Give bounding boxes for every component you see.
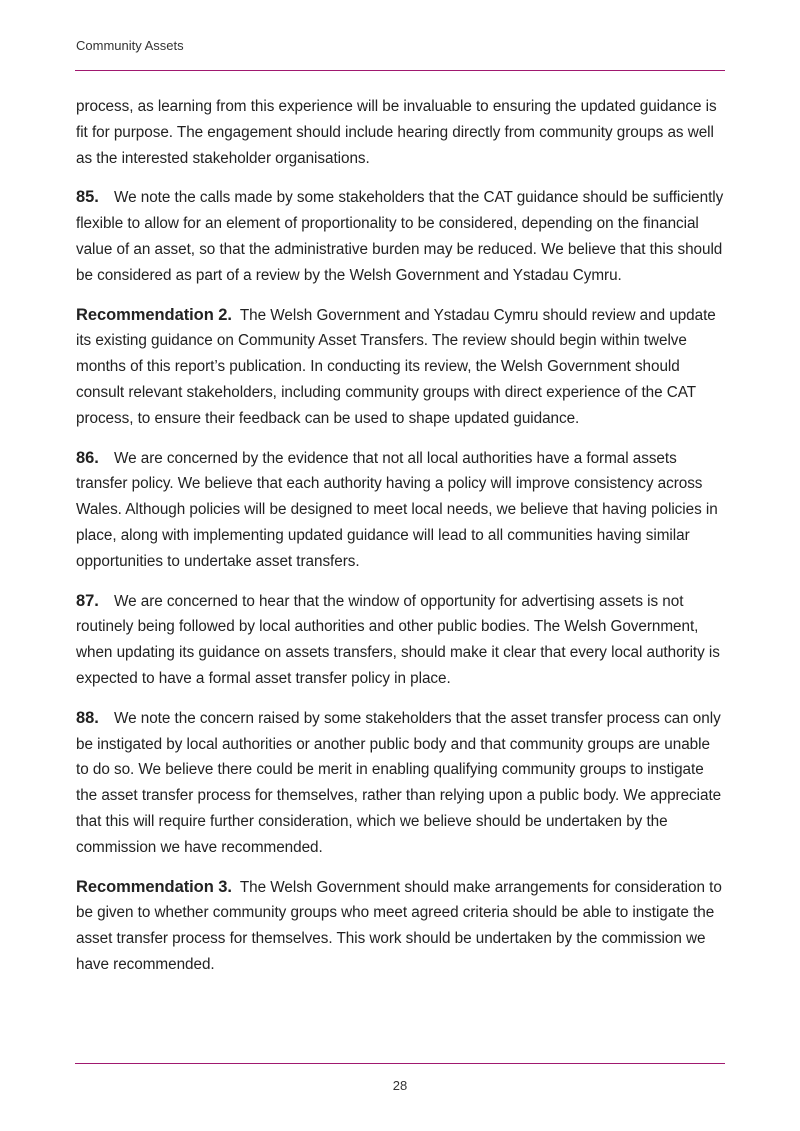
paragraph-number: 88. bbox=[76, 708, 99, 727]
document-body bbox=[76, 94, 726, 992]
footer-divider bbox=[75, 1063, 725, 1064]
paragraph-number: 87. bbox=[76, 591, 99, 610]
recommendation-3 bbox=[76, 875, 726, 978]
paragraph-87 bbox=[76, 589, 726, 692]
paragraph-number: 85. bbox=[76, 188, 99, 207]
recommendation-text: The Welsh Government and Ystadau Cymru should review and update its existing guidance on Community Asset Transfers. The review should begin within twelve months of this report’s publication. In conducting its review, the Welsh Government should consult relevant stakeholders, including community groups with direct experience of the CAT process, to ensure their feedback can be used to shape updated guidance. bbox=[76, 306, 716, 427]
paragraph-text: We are concerned by the evidence that not all local authorities have a formal assets transfer policy. We believe that each authority having a policy will improve consistency across Wales. Although policies will be designed to meet local needs, we believe that having policies in place, along with implementing updated guidance will lead to all communities having similar opportunities to undertake asset transfers. bbox=[76, 449, 718, 570]
recommendation-label: Recommendation 3. bbox=[76, 877, 232, 896]
recommendation-2 bbox=[76, 303, 726, 432]
running-header: Community Assets bbox=[76, 38, 184, 53]
recommendation-text: The Welsh Government should make arrangements for consideration to be given to whether community groups who meet agreed criteria should be able to instigate the asset transfer process for themselves. This work should be undertaken by the commission we have recommended. bbox=[76, 878, 722, 973]
paragraph-86 bbox=[76, 446, 726, 575]
paragraph-number: 86. bbox=[76, 448, 99, 467]
page-number: 28 bbox=[392, 1078, 408, 1093]
paragraph-text: We note the calls made by some stakeholders that the CAT guidance should be sufficiently flexible to allow for an element of proportionality to be considered, depending on the financial value of an asset, so that the administrative burden may be reduced. We believe that this should be considered as part of a review by the Welsh Government and Ystadau Cymru. bbox=[76, 189, 724, 284]
intro-paragraph: process, as learning from this experience will be invaluable to ensuring the updated guidance is fit for purpose. The engagement should include hearing directly from community groups as well as the interested stakeholder organisations. bbox=[76, 98, 717, 167]
paragraph-text: We are concerned to hear that the window of opportunity for advertising assets is not routinely being followed by local authorities and other public bodies. The Welsh Government, when updating its guidance on assets transfers, should make it clear that every local authority is expected to have a formal asset transfer policy in place. bbox=[76, 592, 720, 687]
paragraph-88 bbox=[76, 706, 726, 861]
paragraph-text: We note the concern raised by some stakeholders that the asset transfer process can only be instigated by local authorities or another public body and that community groups are unable to do so. We believe there could be merit in enabling qualifying community groups to instigate the asset transfer process for themselves, rather than relying upon a public body. We appreciate that this will require further consideration, which we believe should be undertaken by the commission we have recommended. bbox=[76, 709, 722, 856]
header-divider bbox=[75, 70, 725, 71]
paragraph-85 bbox=[76, 185, 726, 288]
recommendation-label: Recommendation 2. bbox=[76, 305, 232, 324]
